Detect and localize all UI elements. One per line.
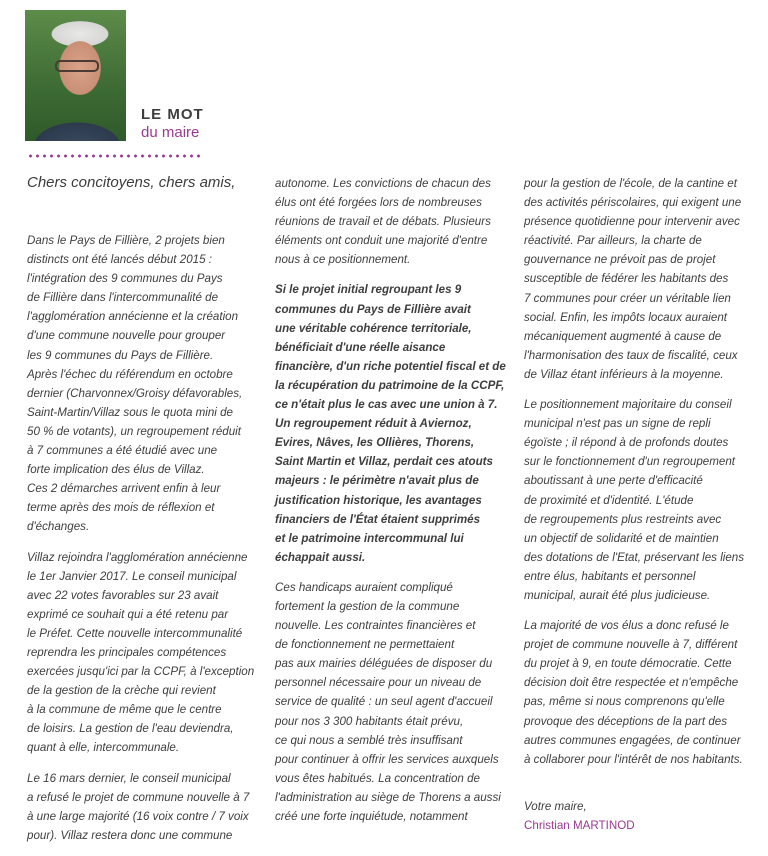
text-line: d'échanges.	[27, 520, 90, 534]
paragraph	[524, 395, 754, 605]
text-line: une véritable cohérence territoriale,	[275, 321, 472, 335]
text-line: avec 22 votes favorables sur 23 avait	[27, 588, 219, 602]
text-line: le 1er Janvier 2017. Le conseil municipal	[27, 569, 237, 583]
text-line: Après l'échec du référendum en octobre	[27, 367, 233, 381]
paragraph	[524, 616, 754, 769]
text-line: et le patrimoine intercommunal lui	[275, 531, 464, 545]
text-line: reprendra les principales compétences	[27, 645, 227, 659]
greeting: Chers concitoyens, chers amis,	[27, 174, 236, 191]
text-column-1	[27, 231, 257, 856]
text-line: de Fillière dans l'intercommunalité de	[27, 291, 219, 305]
mayor-photo	[25, 10, 126, 141]
text-line: communes du Pays de Fillière avait	[275, 302, 471, 316]
text-line: distincts ont été lancés début 2015 :	[27, 253, 212, 267]
text-line: pour). Villaz restera donc une commune	[27, 828, 233, 842]
text-line: Si le projet initial regroupant les 9	[275, 283, 462, 297]
text-column-3	[524, 174, 754, 835]
text-line: les 9 communes du Pays de Fillière.	[27, 348, 214, 362]
text-line: échappait aussi.	[275, 550, 366, 564]
text-line: d'une commune nouvelle pour grouper	[27, 329, 226, 343]
text-line: réunions de travail et de débats. Plusieurs	[275, 215, 491, 229]
text-line: de fonctionnement ne permettaient	[275, 638, 455, 652]
text-line: Ces 2 démarches arrivent enfin à leur	[27, 482, 221, 496]
text-line: provoque des déceptions de la part des	[524, 714, 728, 728]
text-line: service de qualité : un seul agent d'accueil	[275, 695, 493, 709]
text-line: créé une forte inquiétude, notamment	[275, 810, 468, 823]
text-line: municipal, aurait été plus judicieuse.	[524, 588, 711, 602]
text-line: éléments ont conduit une majorité d'entre	[275, 234, 488, 248]
signature-name: Christian MARTINOD	[524, 818, 635, 832]
text-line: Le positionnement majoritaire du conseil	[524, 398, 732, 412]
text-line: ce qui nous a semblé très insuffisant	[275, 733, 463, 747]
text-line: à 7 communes a été étudié avec une	[27, 444, 218, 458]
text-line: Saint Martin et Villaz, perdait ces atouts	[275, 455, 493, 469]
text-line: l'intégration des 9 communes du Pays	[27, 272, 223, 286]
text-line: à une large majorité (16 voix contre / 7 voix	[27, 809, 249, 823]
text-line: la récupération du patrimoine de la CCPF,	[275, 378, 505, 392]
text-line: Villaz rejoindra l'agglomération annécienne	[27, 550, 248, 564]
text-line: des dotations de l'Etat, préservant les liens	[524, 550, 745, 564]
text-line: l'harmonisation des taux de fiscalité, ceux	[524, 348, 738, 362]
paragraph	[275, 174, 510, 269]
text-line: Le 16 mars dernier, le conseil municipal	[27, 771, 231, 785]
text-line: l'administration au siège de Thorens a aussi	[275, 790, 501, 804]
text-line: a refusé le projet de commune nouvelle à 7	[27, 790, 250, 804]
text-line: susceptible de fédérer les habitants des	[524, 272, 729, 286]
text-line: bénéficiait d'une réelle aisance	[275, 340, 446, 354]
text-line: 7 communes pour créer un véritable lien	[524, 291, 731, 305]
heading-title: LE MOT	[141, 106, 204, 123]
text-line: le Préfet. Cette nouvelle intercommunalité	[27, 626, 243, 640]
paragraph	[275, 280, 510, 566]
text-line: vous êtes habitués. La concentration de	[275, 771, 480, 785]
text-line: majeurs : le périmètre n'avait plus de	[275, 474, 479, 488]
signature	[524, 797, 754, 835]
text-line: pour la gestion de l'école, de la cantine et	[524, 177, 737, 190]
text-line: de Villaz étant inférieurs à la moyenne.	[524, 367, 724, 381]
text-line: entre élus, habitants et personnel	[524, 569, 696, 583]
text-line: pour continuer à offrir les services auxquels	[275, 752, 499, 766]
text-line: financière, d'un riche potentiel fiscal et de	[275, 359, 506, 373]
text-line: Ces handicaps auraient compliqué	[275, 580, 453, 594]
text-line: des activités périscolaires, qui exigent une	[524, 196, 742, 210]
text-line: présence quotidienne pour intervenir avec	[524, 215, 740, 229]
text-line: dernier (Charvonnex/Groisy défavorables,	[27, 386, 243, 400]
text-line: exercées jusqu'ici par la CCPF, à l'exception	[27, 665, 255, 679]
text-line: Evires, Nâves, les Ollières, Thorens,	[275, 436, 475, 450]
text-line: Dans le Pays de Fillière, 2 projets bien	[27, 234, 225, 247]
text-line: Saint-Martin/Villaz sous le quota mini de	[27, 405, 233, 419]
text-line: à la commune de même que le centre	[27, 703, 222, 717]
text-line: financiers de l'État étaient supprimés	[275, 512, 481, 526]
text-line: du projet à 9, en toute démocratie. Cette	[524, 657, 732, 671]
text-line: à collaborer pour l'intérêt de nos habitants.	[524, 752, 743, 766]
text-line: un objectif de solidarité et de maintien	[524, 531, 719, 545]
text-line: gouvernance ne prévoit pas de projet	[524, 253, 716, 267]
text-line: de loisirs. La gestion de l'eau deviendra,	[27, 722, 234, 736]
text-line: réactivité. Par ailleurs, la charte de	[524, 234, 702, 248]
section-heading	[141, 106, 204, 141]
paragraph	[524, 174, 754, 384]
text-line: élus ont été forgées lors de nombreuses	[275, 196, 482, 210]
text-line: fortement la gestion de la commune	[275, 599, 460, 613]
text-line: pas, même si nous comprenons qu'elle	[524, 695, 725, 709]
text-line: pas aux mairies déléguées de disposer du	[275, 657, 493, 671]
glasses-shape	[55, 60, 99, 72]
text-line: aboutissant à une perte d'efficacité	[524, 474, 703, 488]
paragraph	[27, 231, 257, 537]
text-line: de proximité et d'identité. L'étude	[524, 493, 694, 507]
text-line: nouvelle. Les contraintes financières et	[275, 619, 476, 633]
text-line: autonome. Les convictions de chacun des	[275, 177, 491, 190]
text-line: mécaniquement augmenté à cause de	[524, 329, 722, 343]
text-line: forte implication des élus de Villaz.	[27, 463, 205, 477]
heading-subtitle: du maire	[141, 124, 200, 141]
text-line: Un regroupement réduit à Aviernoz,	[275, 417, 472, 431]
text-line: social. Enfin, les impôts locaux auraient	[524, 310, 727, 324]
text-line: terme après des mois de réflexion et	[27, 501, 215, 515]
text-line: de la gestion de la crèche qui revient	[27, 684, 216, 698]
text-line: projet de commune nouvelle à 7, différent	[524, 638, 738, 652]
text-line: décision doit être respectée et n'empêche	[524, 676, 739, 690]
text-line: 50 % de votants), un regroupement réduit	[27, 424, 241, 438]
text-line: autres communes engagées, de continuer	[524, 733, 741, 747]
text-line: de regroupements plus restreints avec	[524, 512, 722, 526]
dotted-divider	[27, 154, 203, 158]
text-line: quant à elle, intercommunale.	[27, 741, 180, 755]
text-line: pour nos 3 300 habitants était prévu,	[275, 714, 464, 728]
text-line: justification historique, les avantages	[275, 493, 482, 507]
text-column-2	[275, 174, 510, 837]
paragraph	[275, 578, 510, 826]
text-line: municipal n'est pas un signe de repli	[524, 417, 711, 431]
text-line: nous à ce positionnement.	[275, 253, 411, 267]
text-line: sur le fonctionnement d'un regroupement	[524, 455, 736, 469]
text-line: ce n'était plus le cas avec une union à 7.	[275, 398, 498, 412]
text-line: l'agglomération annécienne et la création	[27, 310, 239, 324]
text-line: La majorité de vos élus a donc refusé le	[524, 619, 729, 633]
paragraph	[27, 548, 257, 758]
text-line: exprimé ce souhait qui a été retenu par	[27, 607, 229, 621]
paragraph	[27, 769, 257, 845]
text-line: personnel nécessaire pour un niveau de	[275, 676, 482, 690]
text-line: égoïste ; il répond à de profonds doutes	[524, 436, 729, 450]
signature-closing: Votre maire,	[524, 799, 587, 813]
